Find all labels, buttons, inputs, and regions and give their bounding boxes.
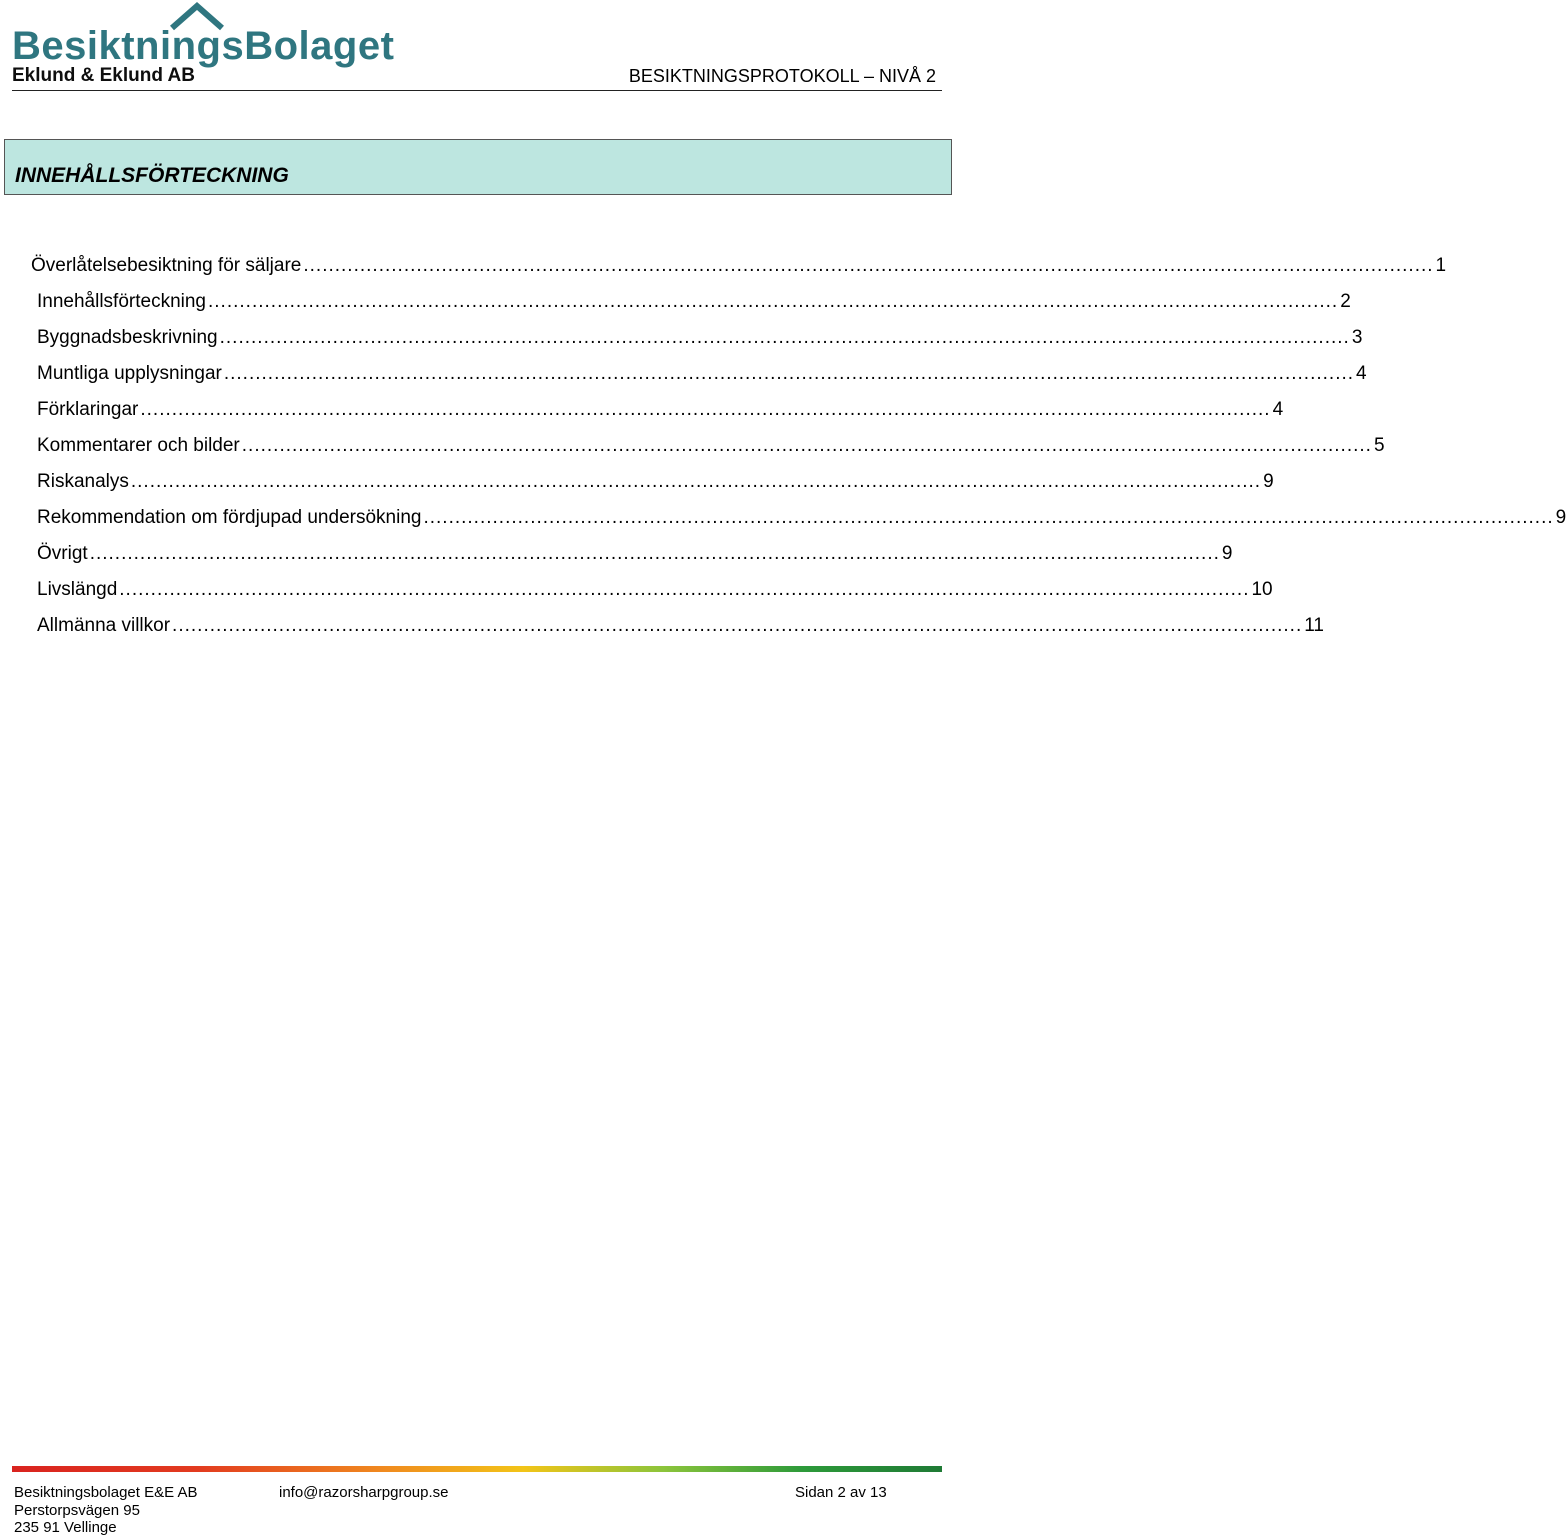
toc-entry-label: Livslängd bbox=[37, 576, 117, 604]
toc-leader-dots: .................................................................................................................................................................................... bbox=[89, 543, 1220, 564]
toc-entry[interactable] bbox=[31, 252, 1447, 288]
toc-leader-dots: .................................................................................................................................................................................... bbox=[241, 435, 1372, 456]
toc-entry[interactable] bbox=[37, 432, 1385, 468]
toc-entry[interactable] bbox=[37, 540, 1233, 576]
company-logo bbox=[12, 2, 452, 86]
toc-entry-label: Riskanalys bbox=[37, 468, 129, 496]
toc-leader-dots: .................................................................................................................................................................................... bbox=[172, 615, 1303, 636]
section-title: INNEHÅLLSFÖRTECKNING bbox=[15, 164, 289, 187]
toc-entry-label: Förklaringar bbox=[37, 396, 138, 424]
toc-leader-dots: .................................................................................................................................................................................... bbox=[130, 471, 1262, 492]
footer-color-bar bbox=[12, 1466, 942, 1472]
toc-leader-dots: .................................................................................................................................................................................... bbox=[303, 255, 1434, 276]
toc-entry-label: Kommentarer och bilder bbox=[37, 432, 240, 460]
toc-entry-label: Muntliga upplysningar bbox=[37, 360, 222, 388]
toc-entry[interactable] bbox=[37, 504, 1566, 540]
logo-subtitle: Eklund & Eklund AB bbox=[12, 65, 195, 86]
footer-email[interactable]: info@razorsharpgroup.se bbox=[279, 1484, 449, 1501]
footer-street: Perstorpsvägen 95 bbox=[14, 1501, 140, 1519]
section-heading-band bbox=[4, 139, 952, 195]
toc-entry-label: Övrigt bbox=[37, 540, 88, 568]
toc-entry-page: 1 bbox=[1435, 255, 1447, 276]
toc-entry-label: Byggnadsbeskrivning bbox=[37, 324, 218, 352]
document-title: BESIKTNINGSPROTOKOLL – NIVÅ 2 bbox=[628, 66, 936, 86]
toc-leader-dots: .................................................................................................................................................................................... bbox=[208, 291, 1339, 312]
toc-entry-page: 9 bbox=[1555, 507, 1566, 528]
toc-entry[interactable] bbox=[37, 576, 1273, 612]
toc-entry-page: 3 bbox=[1351, 327, 1363, 348]
toc-entry-page: 4 bbox=[1356, 363, 1367, 384]
toc-entry-page: 9 bbox=[1263, 471, 1274, 492]
toc-entry-page: 4 bbox=[1272, 399, 1284, 420]
toc-entry-label: Allmänna villkor bbox=[37, 612, 170, 640]
toc-entry-page: 10 bbox=[1251, 579, 1273, 600]
toc-entry[interactable] bbox=[37, 396, 1284, 432]
toc-leader-dots: .................................................................................................................................................................................... bbox=[119, 579, 1250, 600]
toc-entry-label: Innehållsförteckning bbox=[37, 288, 206, 316]
toc-entry[interactable] bbox=[37, 612, 1324, 648]
toc-entry-page: 11 bbox=[1304, 615, 1324, 636]
footer-city: 235 91 Vellinge bbox=[14, 1519, 117, 1536]
footer-company: Besiktningsbolaget E&E AB bbox=[14, 1484, 198, 1501]
toc-entry[interactable] bbox=[37, 324, 1363, 360]
toc-entry[interactable] bbox=[37, 468, 1274, 504]
page-header bbox=[12, 0, 942, 91]
table-of-contents bbox=[31, 252, 1566, 648]
toc-entry[interactable] bbox=[37, 360, 1367, 396]
footer-page-number: Sidan 2 av 13 bbox=[795, 1484, 887, 1501]
footer-address bbox=[14, 1484, 197, 1537]
toc-entry-page: 5 bbox=[1373, 435, 1385, 456]
toc-leader-dots: .................................................................................................................................................................................... bbox=[423, 507, 1554, 528]
toc-entry-page: 9 bbox=[1221, 543, 1233, 564]
toc-leader-dots: .................................................................................................................................................................................... bbox=[140, 399, 1271, 420]
toc-entry[interactable] bbox=[37, 288, 1351, 324]
toc-leader-dots: .................................................................................................................................................................................... bbox=[223, 363, 1355, 384]
logo-wordmark: BesiktningsBolaget bbox=[12, 24, 395, 68]
toc-entry-page: 2 bbox=[1340, 291, 1351, 312]
toc-leader-dots: .................................................................................................................................................................................... bbox=[219, 327, 1350, 348]
toc-entry-label: Rekommendation om fördjupad undersökning bbox=[37, 504, 421, 532]
toc-entry-label: Överlåtelsebesiktning för säljare bbox=[31, 252, 301, 280]
